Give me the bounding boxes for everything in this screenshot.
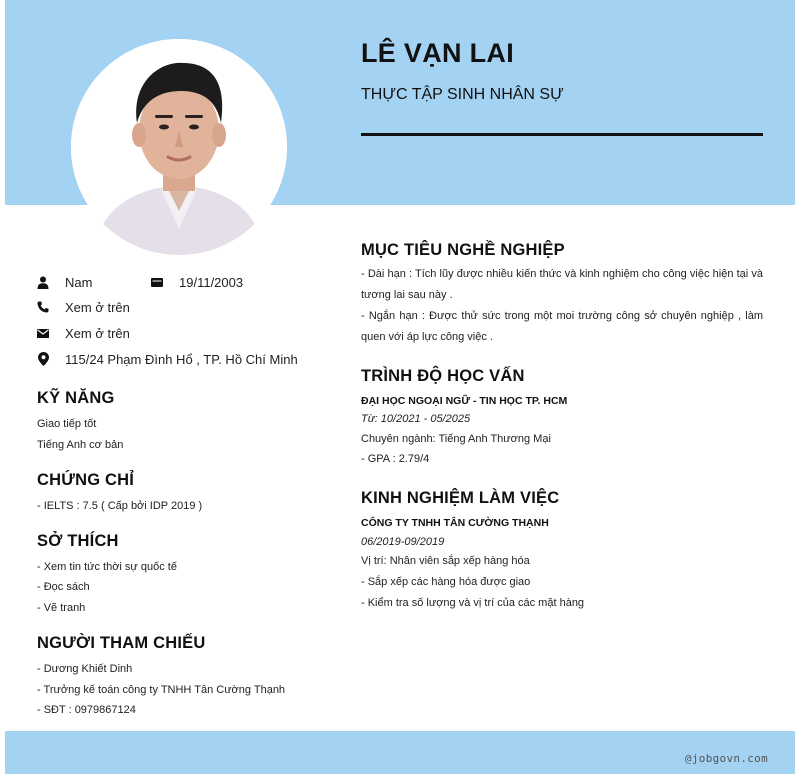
objective-title: MỤC TIÊU NGHỀ NGHIỆP: [361, 241, 565, 259]
skill-item: Giao tiếp tốt: [37, 418, 97, 430]
phone-icon: [37, 300, 49, 314]
birthday-value: 19/11/2003: [179, 274, 244, 290]
gender-value: Nam: [65, 274, 93, 290]
birthday-row: [151, 273, 243, 291]
gender-row: [37, 273, 92, 291]
phone-value: Xem ở trên: [65, 299, 130, 315]
experience-period: 06/2019-09/2019: [361, 536, 445, 548]
header-divider: [361, 133, 763, 136]
experience-title: KINH NGHIỆM LÀM VIỆC: [361, 489, 560, 507]
certificates-title: CHỨNG CHỈ: [37, 471, 135, 489]
candidate-name: LÊ VẠN LAI: [361, 38, 515, 68]
hobbies-title: SỞ THÍCH: [37, 532, 119, 550]
education-school: ĐẠI HỌC NGOẠI NGỮ - TIN HỌC TP. HCM: [361, 395, 568, 407]
person-icon: [37, 275, 49, 289]
education-major: Chuyên ngành: Tiếng Anh Thương Mại: [361, 433, 551, 445]
email-value: Xem ở trên: [65, 325, 130, 341]
education-period: Từ: 10/2021 - 05/2025: [361, 413, 471, 425]
references-title: NGƯỜI THAM CHIẾU: [37, 634, 206, 652]
reference-item: - SĐT : 0979867124: [37, 704, 136, 716]
skill-item: Tiếng Anh cơ bản: [37, 439, 124, 451]
phone-row: [37, 298, 130, 316]
experience-company: CÔNG TY TNHH TÂN CƯỜNG THẠNH: [361, 517, 549, 529]
certificate-item: - IELTS : 7.5 ( Cấp bởi IDP 2019 ): [37, 500, 203, 512]
experience-task: - Sắp xếp các hàng hóa được giao: [361, 576, 531, 588]
cv-page: [5, 0, 795, 774]
email-row: [37, 324, 130, 342]
education-gpa: - GPA : 2.79/4: [361, 453, 430, 465]
education-title: TRÌNH ĐỘ HỌC VẤN: [361, 367, 525, 385]
experience-task: - Kiểm tra số lượng và vị trí của các mặt hàng: [361, 597, 585, 609]
email-icon: [37, 326, 49, 340]
experience-position: Vị trí: Nhân viên sắp xếp hàng hóa: [361, 555, 530, 567]
hobby-item: - Đọc sách: [37, 581, 90, 593]
profile-photo: [71, 39, 287, 255]
objective-short-term: - Ngắn hạn : Được thử sức trong một moi trường công sở chuyên nghiệp , làm quen với áp lực công việc .: [361, 310, 763, 343]
reference-item: - Trưởng kế toán công ty TNHH Tân Cường Thạnh: [37, 684, 286, 696]
objective-long-term: - Dài hạn : Tích lũy được nhiều kiến thức và kinh nghiệm cho công việc hiện tại và tương lai sau này .: [361, 268, 763, 301]
skills-title: KỸ NĂNG: [37, 389, 115, 407]
footer-band: [5, 731, 795, 774]
location-icon: [37, 352, 49, 366]
hobby-item: - Xem tin tức thời sự quốc tế: [37, 561, 177, 573]
hobby-item: - Vẽ tranh: [37, 602, 86, 614]
reference-item: - Dương Khiết Dinh: [37, 663, 133, 675]
footer-watermark: @jobgovn.com: [684, 752, 768, 765]
calendar-icon: [151, 275, 163, 289]
address-value: 115/24 Phạm Đình Hổ , TP. Hồ Chí Minh: [65, 351, 298, 367]
candidate-role: THỰC TẬP SINH NHÂN SỰ: [361, 86, 564, 103]
address-row: [37, 350, 298, 368]
